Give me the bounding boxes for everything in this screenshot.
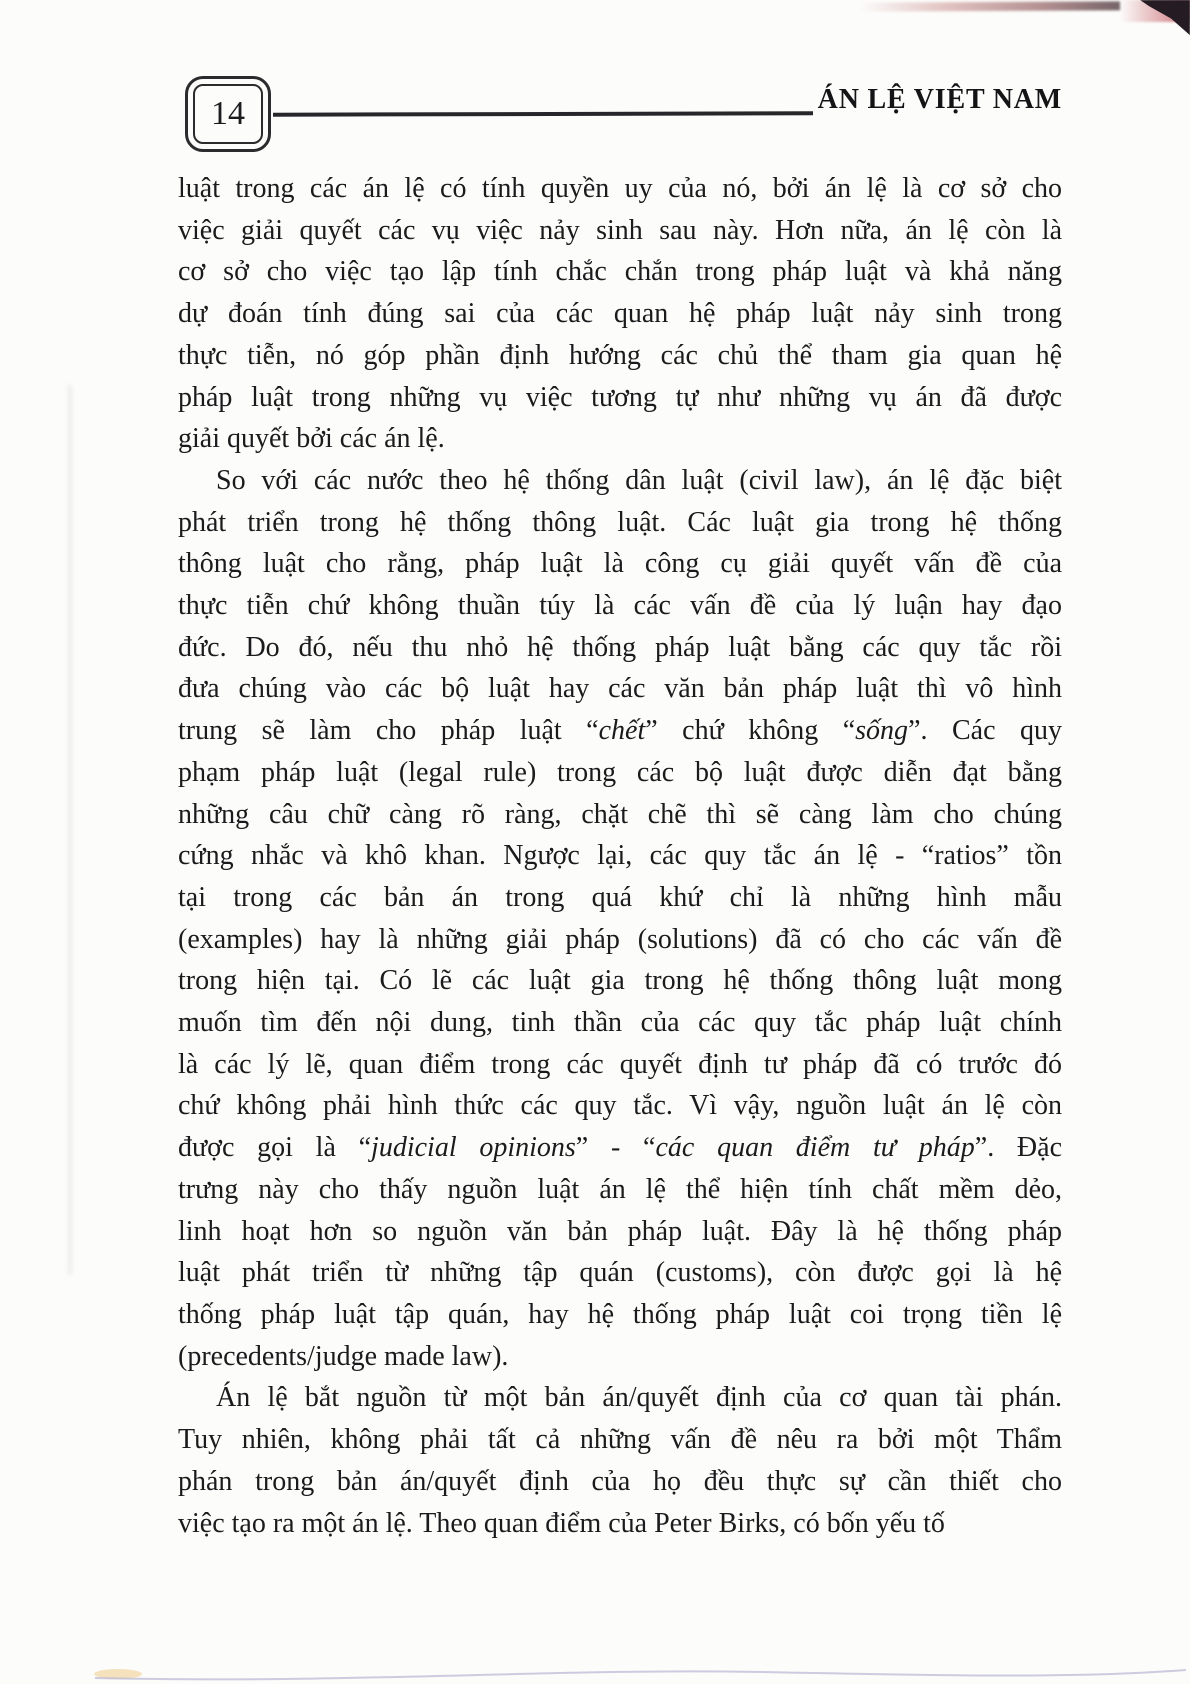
paragraph [178, 168, 1062, 460]
scan-smudge-top-icon [860, 1, 1120, 11]
page-number: 14 [193, 84, 263, 144]
text-line: trong hiện tại. Có lẽ các luật gia trong hệ thống thông luật mong [178, 965, 1062, 997]
scan-left-shadow [68, 385, 72, 1275]
text-line: cơ sở cho việc tạo lập tính chắc chắn trong pháp luật và khả năng [178, 256, 1062, 288]
text-line: phán trong bản án/quyết định của họ đều thực sự cần thiết cho [178, 1465, 1062, 1497]
text-line: tại trong các bản án trong quá khứ chỉ là những hình mẫu [178, 881, 1062, 913]
text-line: phạm pháp luật (legal rule) trong các bộ luật được diễn đạt bằng [178, 756, 1062, 788]
text-line: Án lệ bắt nguồn từ một bản án/quyết định của cơ quan tài phán. [216, 1382, 1062, 1414]
text-line: (precedents/judge made law). [178, 1340, 509, 1372]
page-curl-line [0, 1658, 1190, 1684]
paragraph [178, 1377, 1062, 1544]
text-line: việc giải quyết các vụ việc nảy sinh sau này. Hơn nữa, án lệ còn là [178, 214, 1062, 246]
page-number-box [185, 76, 271, 152]
text-line: đưa chúng vào các bộ luật hay các văn bản pháp luật thì vô hình [178, 673, 1062, 705]
text-line: trưng này cho thấy nguồn luật án lệ thể hiện tính chất mềm dẻo, [178, 1173, 1062, 1205]
text-line: việc tạo ra một án lệ. Theo quan điểm của Peter Birks, có bốn yếu tố [178, 1507, 945, 1539]
text-line: là các lý lẽ, quan điểm trong các quyết định tư pháp đã có trước đó [178, 1048, 1062, 1080]
text-line: So với các nước theo hệ thống dân luật (civil law), án lệ đặc biệt [216, 464, 1062, 496]
header-divider-line [273, 111, 813, 116]
text-line: pháp luật trong những vụ việc tương tự như những vụ án đã được [178, 381, 1062, 413]
text-line: cứng nhắc và khô khan. Ngược lại, các quy tắc án lệ - “ratios” tồn [178, 840, 1062, 872]
text-line: Tuy nhiên, không phải tất cả những vấn đề nêu ra bởi một Thẩm [178, 1424, 1062, 1456]
text-line: thực tiễn, nó góp phần định hướng các chủ thể tham gia quan hệ [178, 339, 1062, 371]
text-line: dự đoán tính đúng sai của các quan hệ pháp luật nảy sinh trong [178, 298, 1062, 330]
text-line: chứ không phải hình thức các quy tắc. Vì vậy, nguồn luật án lệ còn [178, 1090, 1062, 1122]
text-line: thống pháp luật tập quán, hay hệ thống pháp luật coi trọng tiền lệ [178, 1298, 1062, 1330]
text-line: luật trong các án lệ có tính quyền uy của nó, bởi án lệ là cơ sở cho [178, 173, 1062, 204]
text-line: trung sẽ làm cho pháp luật “chết” chứ không “sống”. Các quy [178, 715, 1062, 747]
paragraph [178, 460, 1062, 1377]
text-line: (examples) hay là những giải pháp (solutions) đã có cho các vấn đề [178, 923, 1062, 955]
text-line: muốn tìm đến nội dung, tinh thần của các quy tắc pháp luật chính [178, 1007, 1062, 1039]
text-line: linh hoạt hơn so nguồn văn bản pháp luật. Đây là hệ thống pháp [178, 1215, 1062, 1247]
text-line: phát triển trong hệ thống thông luật. Các luật gia trong hệ thống [178, 506, 1062, 538]
text-line: luật phát triển từ những tập quán (customs), còn được gọi là hệ [178, 1257, 1062, 1289]
text-line: thực tiễn chứ không thuần túy là các vấn đề của lý luận hay đạo [178, 590, 1062, 622]
text-line: những câu chữ càng rõ ràng, chặt chẽ thì sẽ càng làm cho chúng [178, 798, 1062, 830]
running-head-title: ÁN LỆ VIỆT NAM [817, 84, 1062, 115]
text-line: thông luật cho rằng, pháp luật là công cụ giải quyết vấn đề của [178, 548, 1062, 580]
text-line: đức. Do đó, nếu thu nhỏ hệ thống pháp luật bằng các quy tắc rồi [178, 631, 1062, 663]
text-line: giải quyết bởi các án lệ. [178, 423, 445, 455]
text-line: được gọi là “judicial opinions” - “các quan điểm tư pháp”. Đặc [178, 1132, 1063, 1164]
body-text [178, 168, 1062, 1544]
